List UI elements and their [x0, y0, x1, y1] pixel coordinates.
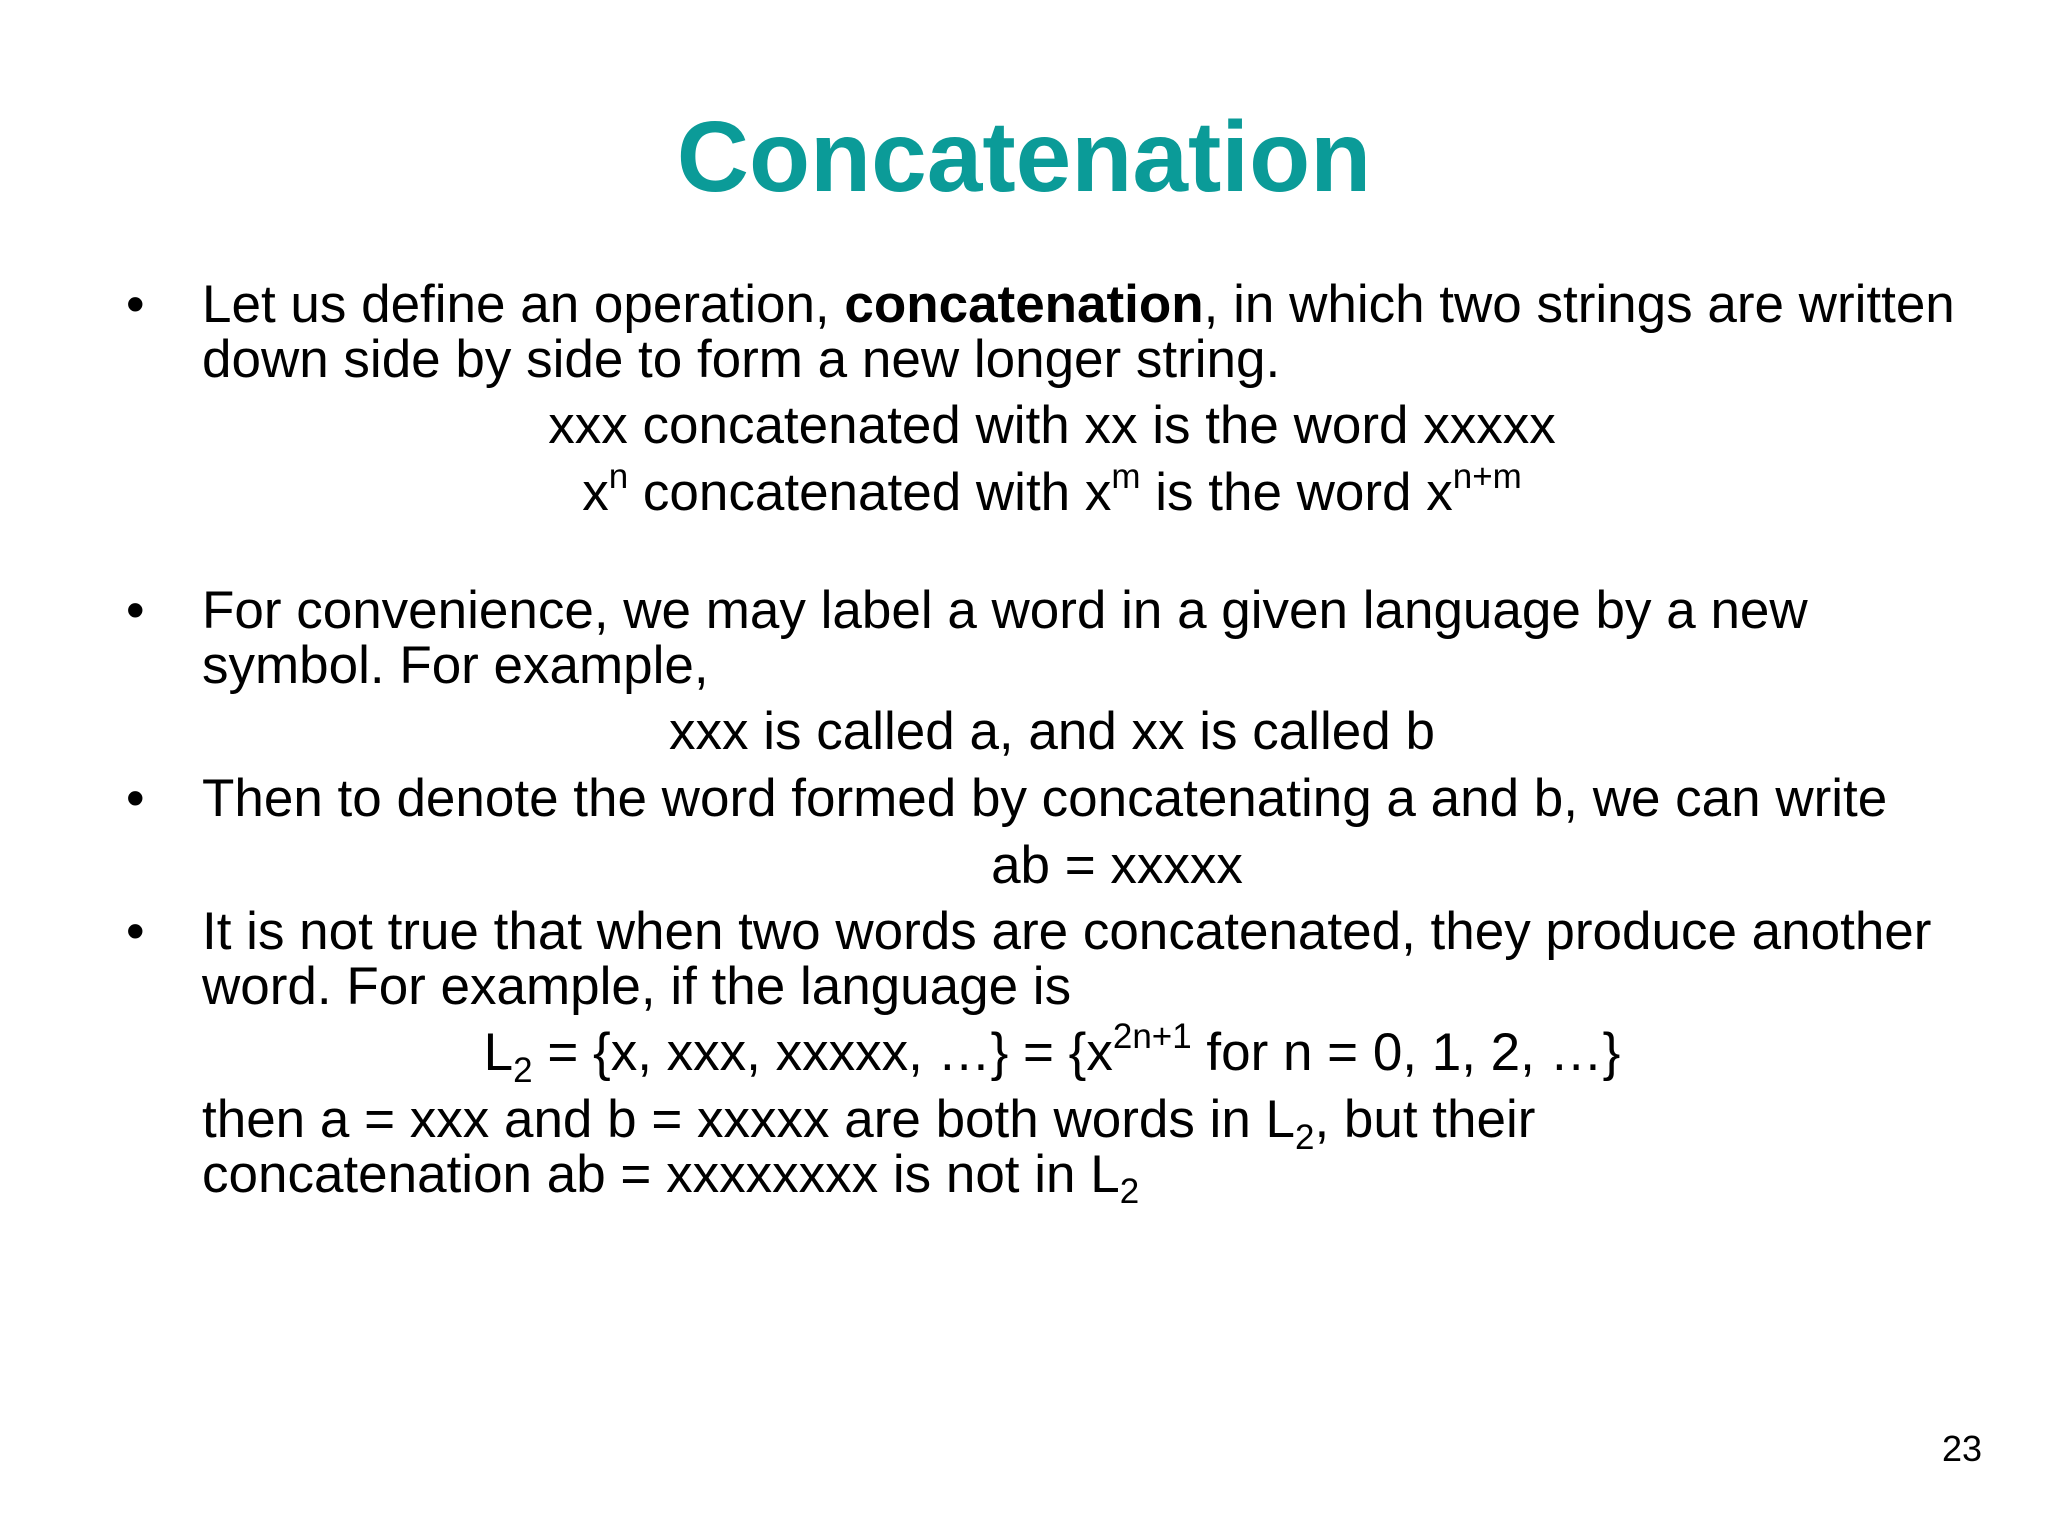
- subscript: 2: [1119, 1172, 1140, 1212]
- bullet-item: [126, 769, 1976, 829]
- text-fragment: , in which two strings are written down side by side to form a new longer string.: [202, 275, 1955, 389]
- slide-content: [126, 275, 1976, 1212]
- example-line: ab = xxxxx: [991, 835, 1243, 895]
- bullet-item: [126, 581, 1976, 695]
- followup-line: [126, 1144, 1976, 1212]
- text-fragment: concatenation ab = xxxxxxxx is not in L: [202, 1144, 1120, 1204]
- bullet-glyph: •: [126, 902, 145, 962]
- slide-title: Concatenation: [676, 101, 1372, 213]
- math-fragment: L: [483, 1023, 514, 1083]
- superscript: 2n+1: [1112, 1017, 1192, 1057]
- math-fragment: is the word x: [1140, 462, 1453, 522]
- followup-line: [126, 1089, 1976, 1157]
- superscript: n+m: [1452, 456, 1522, 496]
- example-line-superscript: [202, 456, 1902, 522]
- page-number: 23: [1941, 1428, 1982, 1469]
- bold-term: concatenation: [844, 275, 1204, 334]
- example-line: xxx is called a, and xx is called b: [669, 702, 1435, 762]
- math-fragment: = {x, xxx, xxxxx, …} = {x: [532, 1023, 1113, 1083]
- bullet-glyph: •: [126, 275, 145, 334]
- formula-line: [202, 1017, 1902, 1090]
- subscript: 2: [513, 1050, 533, 1090]
- bullet-text: For convenience, we may label a word in a given language by a new symbol. For example,: [202, 581, 1808, 695]
- math-fragment: concatenated with x: [628, 462, 1112, 522]
- text-fragment: , but their: [1314, 1089, 1536, 1149]
- subscript: 2: [1295, 1117, 1315, 1157]
- bullet-glyph: •: [126, 769, 145, 829]
- superscript: n: [608, 456, 629, 496]
- math-fragment: for n = 0, 1, 2, …}: [1191, 1023, 1621, 1083]
- math-fragment: x: [582, 462, 609, 522]
- bullet-item: [126, 275, 1976, 389]
- superscript: m: [1111, 456, 1141, 496]
- text-fragment: Let us define an operation,: [202, 275, 845, 334]
- text-fragment: then a = xxx and b = xxxxx are both words in L: [202, 1089, 1295, 1149]
- bullet-text: [202, 275, 1976, 389]
- bullet-glyph: •: [126, 581, 145, 641]
- bullet-text: It is not true that when two words are concatenated, they produce another word. For example, if the language is: [202, 902, 1932, 1016]
- bullet-text: Then to denote the word formed by concatenating a and b, we can write: [202, 769, 1888, 829]
- example-line: xxx concatenated with xx is the word xxxxx: [548, 396, 1556, 456]
- bullet-item: [126, 902, 1976, 1016]
